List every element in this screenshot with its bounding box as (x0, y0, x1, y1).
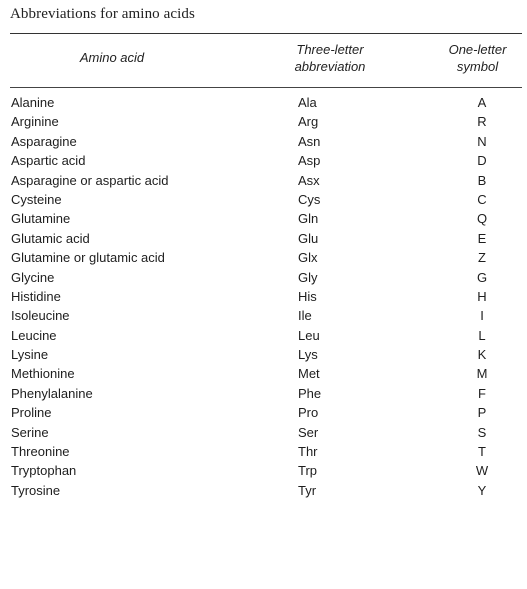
three-letter-abbreviation: Leu (298, 327, 320, 343)
amino-acid-name: Alanine (11, 95, 55, 110)
three-letter-abbreviation: His (298, 288, 317, 304)
three-letter-abbreviation: Glu (298, 230, 319, 246)
header-three-letter-line2: abbreviation (294, 59, 366, 74)
table-body (0, 93, 527, 500)
one-letter-symbol: N (477, 133, 487, 149)
one-letter-symbol: F (478, 385, 486, 401)
one-letter-symbol: M (476, 366, 488, 382)
table-row (0, 384, 527, 403)
amino-acid-name: Aspartic acid (11, 153, 86, 169)
one-letter-symbol: Q (476, 211, 488, 227)
table-row (0, 209, 527, 228)
three-letter-abbreviation: Asn (298, 133, 321, 149)
three-letter-abbreviation: Gln (298, 211, 319, 227)
one-letter-symbol: W (475, 463, 489, 479)
one-letter-symbol: R (477, 114, 487, 130)
amino-acid-name: Asparagine or aspartic acid (11, 172, 169, 188)
one-letter-symbol: Y (477, 482, 487, 498)
table-row (0, 132, 527, 151)
table-row (0, 481, 527, 500)
table-row (0, 287, 527, 306)
table-row (0, 248, 527, 267)
amino-acid-name: Phenylalanine (11, 385, 93, 401)
amino-acid-name: Tryptophan (11, 463, 77, 479)
amino-acid-name: Methionine (11, 366, 75, 382)
table-row (0, 112, 527, 131)
top-rule (10, 33, 522, 34)
amino-acid-name: Leucine (11, 327, 57, 343)
amino-acid-name: Serine (11, 424, 49, 440)
three-letter-abbreviation: Lys (298, 347, 318, 363)
table-row (0, 442, 527, 461)
table-row (0, 229, 527, 248)
amino-acid-name: Isoleucine (11, 308, 70, 324)
amino-acid-name: Threonine (11, 444, 70, 460)
three-letter-abbreviation: Ala (298, 95, 317, 110)
amino-acid-name: Glutamic acid (11, 230, 90, 246)
header-one-letter (430, 41, 525, 75)
table-row (0, 326, 527, 345)
one-letter-symbol: B (477, 172, 487, 188)
table-row (0, 423, 527, 442)
three-letter-abbreviation: Phe (298, 385, 322, 401)
one-letter-symbol: H (477, 288, 487, 304)
header-amino-acid-label: Amino acid (79, 50, 145, 65)
table-row (0, 268, 527, 287)
table-row (0, 190, 527, 209)
amino-acid-name: Proline (11, 405, 52, 421)
amino-acid-name: Glycine (11, 269, 55, 285)
one-letter-symbol: D (477, 153, 487, 169)
three-letter-abbreviation: Asp (298, 153, 321, 169)
one-letter-symbol: I (480, 308, 484, 324)
table-row (0, 364, 527, 383)
three-letter-abbreviation: Ser (298, 424, 319, 440)
table-row (0, 171, 527, 190)
three-letter-abbreviation: Trp (298, 463, 318, 479)
header-three-letter (270, 41, 390, 75)
amino-acid-name: Tyrosine (11, 482, 61, 498)
table-row (0, 461, 527, 480)
table-row (0, 306, 527, 325)
three-letter-abbreviation: Met (298, 366, 320, 382)
one-letter-symbol: L (478, 327, 486, 343)
one-letter-symbol: A (477, 95, 487, 110)
table-title: Abbreviations for amino acids (10, 6, 195, 22)
amino-acid-name: Glutamine or glutamic acid (11, 250, 165, 266)
one-letter-symbol: E (477, 230, 487, 246)
table-row (0, 403, 527, 422)
amino-acid-name: Arginine (11, 114, 59, 130)
header-amino-acid (12, 49, 212, 66)
amino-acid-name: Cysteine (11, 191, 62, 207)
one-letter-symbol: Z (478, 250, 486, 266)
one-letter-symbol: T (478, 444, 486, 460)
header-one-letter-line2: symbol (456, 59, 499, 74)
three-letter-abbreviation: Asx (298, 172, 320, 188)
three-letter-abbreviation: Tyr (298, 482, 317, 498)
three-letter-abbreviation: Thr (298, 444, 318, 460)
header-three-letter-line1: Three-letter (296, 42, 364, 57)
three-letter-abbreviation: Gly (298, 269, 318, 285)
header-one-letter-line1: One-letter (448, 42, 507, 57)
three-letter-abbreviation: Glx (298, 250, 318, 266)
table-row (0, 151, 527, 170)
table-row (0, 345, 527, 364)
table-row (0, 93, 527, 112)
three-letter-abbreviation: Arg (298, 114, 319, 130)
header-rule (10, 87, 522, 88)
amino-acid-name: Glutamine (11, 211, 71, 227)
amino-acid-name: Asparagine (11, 133, 77, 149)
one-letter-symbol: S (477, 424, 487, 440)
one-letter-symbol: P (477, 405, 487, 421)
amino-acid-name: Lysine (11, 347, 49, 363)
amino-acid-name: Histidine (11, 288, 61, 304)
one-letter-symbol: G (476, 269, 488, 285)
three-letter-abbreviation: Ile (298, 308, 312, 324)
three-letter-abbreviation: Cys (298, 191, 321, 207)
three-letter-abbreviation: Pro (298, 405, 319, 421)
one-letter-symbol: C (477, 191, 487, 207)
one-letter-symbol: K (477, 347, 487, 363)
